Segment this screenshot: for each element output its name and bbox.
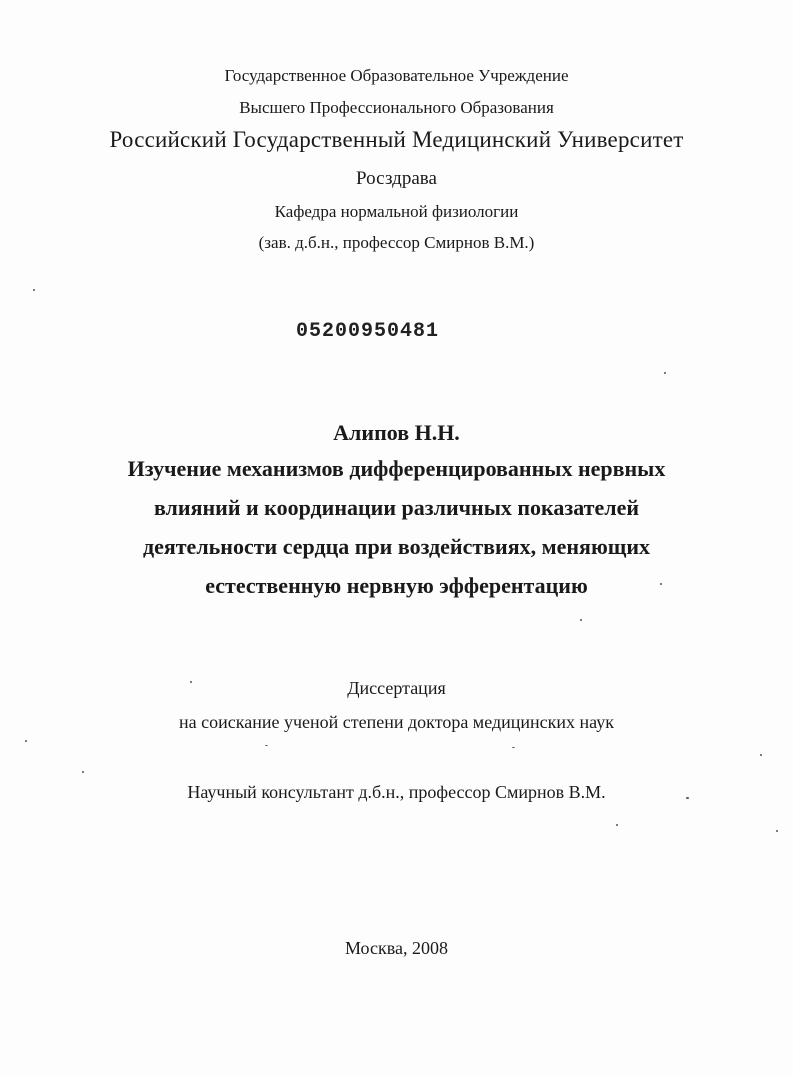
- author-name: Алипов Н.Н.: [333, 420, 460, 445]
- catalog-number: 05200950481: [296, 320, 440, 343]
- university-name: Российский Государственный Медицинский Университет: [109, 127, 684, 152]
- consultant-line: Научный консультант д.б.н., профессор Смирнов В.М.: [187, 782, 606, 802]
- scan-speck: [265, 745, 268, 746]
- scan-speck: [512, 747, 515, 748]
- scan-speck: [580, 619, 582, 621]
- agency-name: Росздрава: [356, 168, 437, 189]
- document-type: Диссертация: [347, 678, 446, 698]
- department-name: Кафедра нормальной физиологии: [274, 202, 519, 221]
- scan-speck: [686, 797, 689, 799]
- city-year: Москва, 2008: [345, 938, 448, 958]
- scan-speck: [33, 289, 35, 291]
- scan-speck: [190, 681, 192, 683]
- department-head: (зав. д.б.н., профессор Смирнов В.М.): [258, 233, 535, 252]
- title-line-2: влияний и координации различных показателей: [153, 495, 640, 520]
- scan-speck: [82, 771, 84, 773]
- scan-speck: [664, 372, 666, 374]
- scan-speck: [776, 830, 778, 832]
- title-line-4: естественную нервную эфферентацию: [205, 573, 588, 598]
- scan-speck: [760, 754, 762, 756]
- institution-line-2: Высшего Профессионального Образования: [239, 98, 554, 117]
- title-line-3: деятельности сердца при воздействиях, меняющих: [142, 534, 651, 559]
- scan-speck: [660, 583, 662, 585]
- degree-line: на соискание ученой степени доктора медицинских наук: [179, 712, 614, 732]
- scan-speck: [25, 740, 27, 742]
- institution-line-1: Государственное Образовательное Учреждение: [224, 66, 569, 85]
- title-line-1: Изучение механизмов дифференцированных нервных: [127, 456, 666, 481]
- scan-speck: [616, 824, 618, 826]
